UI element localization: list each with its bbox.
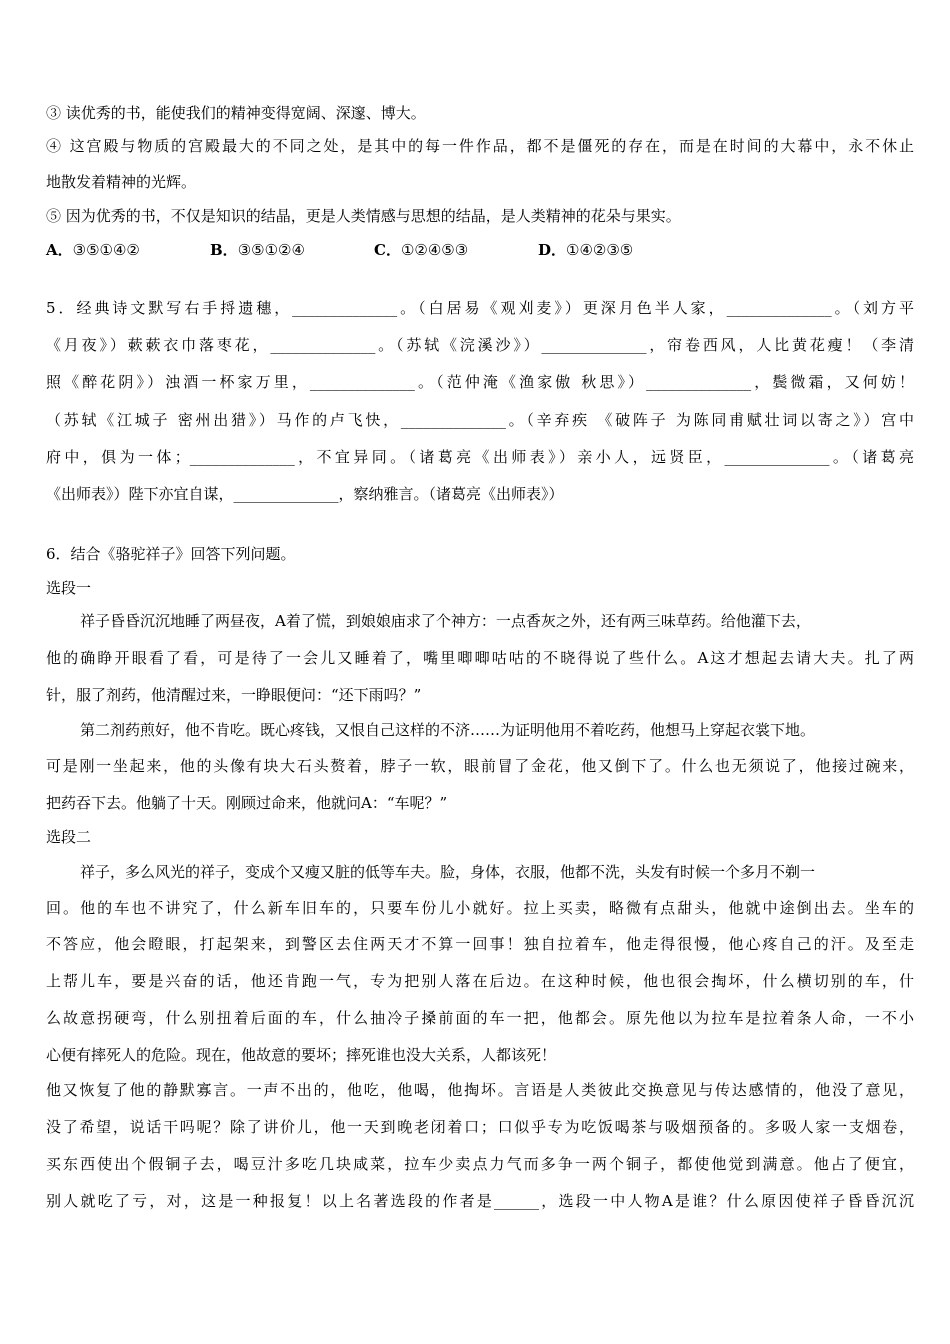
excerpt-2-line-2: 回。他的车也不讲究了，什么新车旧车的，只要车份儿小就好。拉上买卖，略微有点甜头，他就中途倒出去。坐车的 xyxy=(46,899,914,917)
option-d-letter: D． xyxy=(538,241,567,259)
option-a-text: ③⑤①④② xyxy=(72,241,140,259)
q4-sentence-5: ⑤ 因为优秀的书，不仅是知识的结晶，更是人类情感与思想的结晶，是人类精神的花朵与果实。 xyxy=(46,207,681,225)
excerpt-2-line-3: 不答应，他会瞪眼，打起架来，到警区去住两天才不算一回事！独自拉着车，他走得很慢，他心疼自己的汗。及至走 xyxy=(46,935,914,953)
excerpt-1-line-3: 针，服了剂药，他清醒过来，一睁眼便问：“还下雨吗？” xyxy=(46,686,422,704)
q5-line-3: 照《醉花阴》）浊酒一杯家万里，______________。（范仲淹《渔家傲 秋思》）______________，鬓微霜，又何妨！ xyxy=(46,373,914,391)
excerpt-2-line-8: 没了希望，说话干吗呢？除了讲价儿，他一天到晚老闭着口；口似乎专为吃饭喝茶与吸烟预备的。多吸人家一支烟卷， xyxy=(46,1118,914,1136)
q4-options xyxy=(46,240,914,260)
q5-line-5: 府中，俱为一体；______________，不宜异同。（诸葛亮《出师表》）亲小人，远贤臣，______________。（诸葛亮 xyxy=(46,448,914,466)
excerpt-2-line-6: 心便有摔死人的危险。现在，他故意的要坏；摔死谁也没大关系，人都该死！ xyxy=(46,1046,557,1064)
excerpt-1-line-4: 第二剂药煎好，他不肯吃。既心疼钱，又恨自己这样的不济……为证明他用不着吃药，他想马上穿起衣裳下地。 xyxy=(80,721,816,739)
excerpt-2-line-10: 别人就吃了亏，对，这是一种报复！以上名著选段的作者是______，选段一中人物A是谁？什么原因使祥子昏昏沉沉 xyxy=(46,1192,914,1210)
excerpt-1-label: 选段一 xyxy=(46,579,92,597)
excerpt-2-line-4: 上帮儿车，要是兴奋的话，他还肯跑一气，专为把别人落在后边。在这种时候，他也很会掏坏，什么横切别的车，什 xyxy=(46,972,914,990)
excerpt-2-line-9: 买东西使出个假铜子去，喝豆汁多吃几块咸菜，拉车少卖点力气而多争一两个铜子，都使他觉到满意。他占了便宜， xyxy=(46,1155,914,1173)
option-d-text: ①④②③⑤ xyxy=(566,241,634,259)
q4-sentence-3: ③ 读优秀的书，能使我们的精神变得宽阔、深邃、博大。 xyxy=(46,104,426,122)
q5-line-6: 《出师表》）陛下亦宜自谋，______________，察纳雅言。（诸葛亮《出师表》） xyxy=(46,485,564,503)
excerpt-1-line-5: 可是刚一坐起来，他的头像有块大石头赘着，脖子一软，眼前冒了金花，他又倒下了。什么也无须说了，他接过碗来， xyxy=(46,757,914,775)
option-a-letter: A． xyxy=(46,241,73,259)
option-b-text: ③⑤①②④ xyxy=(237,241,305,259)
excerpt-1-line-1: 祥子昏昏沉沉地睡了两昼夜，A着了慌，到娘娘庙求了个神方：一点香灰之外，还有两三味草药。给他灌下去， xyxy=(80,612,811,630)
q4-sentence-4-line-2: 地散发着精神的光辉。 xyxy=(46,173,197,191)
option-b-letter: B． xyxy=(210,241,238,259)
option-c-letter: C． xyxy=(374,241,401,259)
q5-line-2: 《月夜》）蔌蔌衣巾落枣花，______________。（苏轼《浣溪沙》）______________，帘卷西风，人比黄花瘦！（李清 xyxy=(46,336,914,354)
option-d[interactable] xyxy=(538,240,702,260)
q5-line-4: （苏轼《江城子 密州出猎》）马作的卢飞快，______________。（辛弃疾 《破阵子 为陈同甫赋壮词以寄之》）宫中 xyxy=(46,411,914,429)
excerpt-2-label: 选段二 xyxy=(46,828,92,846)
option-c[interactable] xyxy=(374,240,538,260)
excerpt-2-line-1: 祥子，多么风光的祥子，变成个又瘦又脏的低等车夫。脸，身体，衣服，他都不洗，头发有时候一个多月不剃一 xyxy=(80,863,816,881)
q6-title: 6．结合《骆驼祥子》回答下列问题。 xyxy=(46,545,296,563)
option-a[interactable] xyxy=(46,240,210,260)
q5-line-1: 5．经典诗文默写右手捋遗穗，______________。（白居易《观刈麦》）更深月色半人家，______________。（刘方平 xyxy=(46,299,914,317)
option-b[interactable] xyxy=(210,240,374,260)
q4-sentence-4-line-1: ④ 这宫殿与物质的宫殿最大的不同之处，是其中的每一件作品，都不是僵死的存在，而是在时间的大幕中，永不休止 xyxy=(46,137,914,155)
excerpt-2-line-5: 么故意拐硬弯，什么别扭着后面的车，什么抽冷子搡前面的车一把，他都会。原先他以为拉车是拉着条人命，一不小 xyxy=(46,1009,914,1027)
excerpt-1-line-6: 把药吞下去。他躺了十天。刚顾过命来，他就问A：“车呢？” xyxy=(46,794,448,812)
excerpt-2-line-7: 他又恢复了他的静默寡言。一声不出的，他吃，他喝，他掏坏。言语是人类彼此交换意见与传达感情的，他没了意见， xyxy=(46,1081,914,1099)
excerpt-1-line-2: 他的确睁开眼看了看，可是待了一会儿又睡着了，嘴里唧唧咕咕的不晓得说了些什么。A这才想起去请大夫。扎了两 xyxy=(46,649,914,667)
option-c-text: ①②④⑤③ xyxy=(400,241,469,259)
